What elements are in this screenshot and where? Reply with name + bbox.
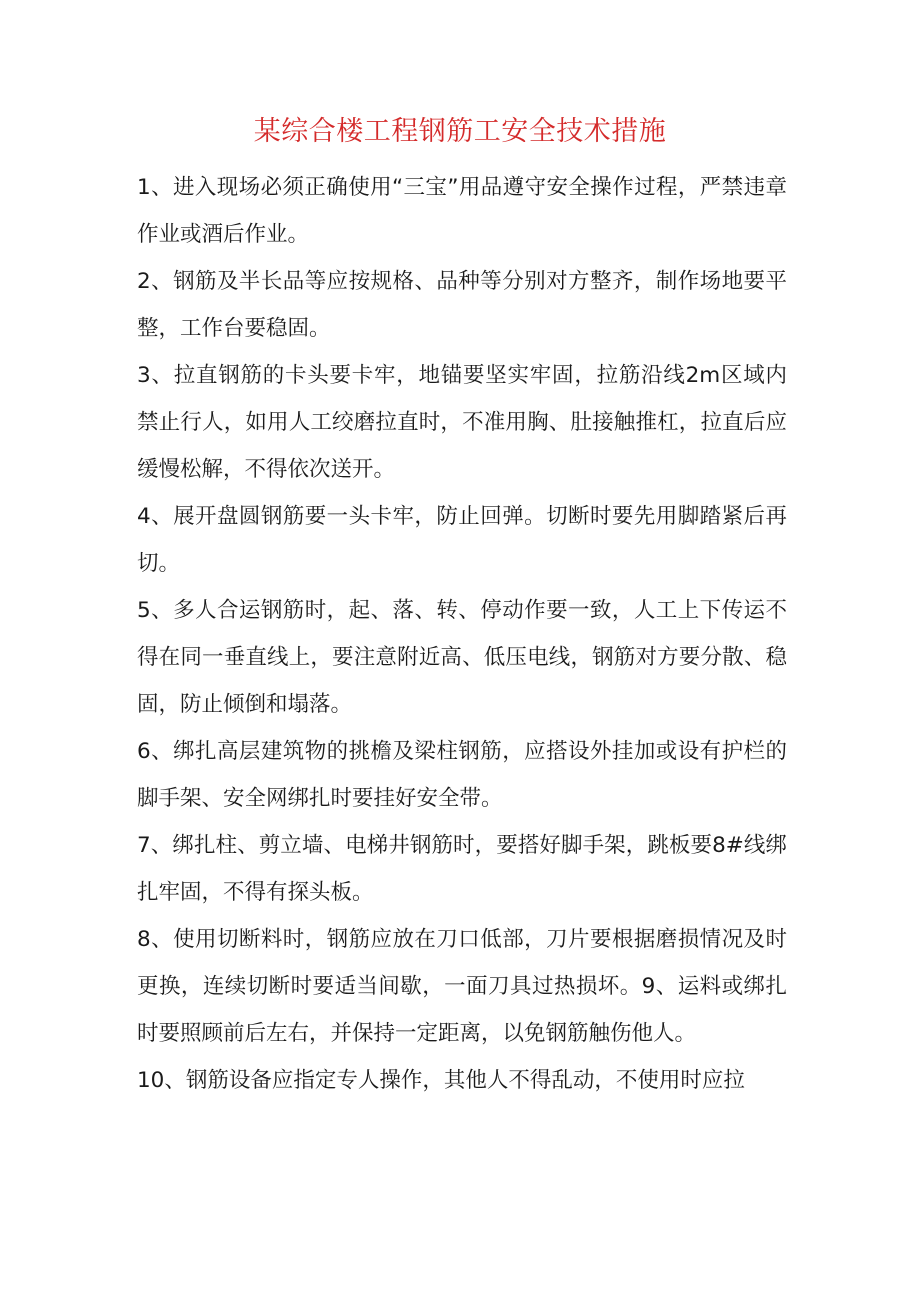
paragraph-4: 4、展开盘圆钢筋要一头卡牢，防止回弹。切断时要先用脚踏紧后再切。 (137, 504, 787, 576)
paragraph-3: 3、拉直钢筋的卡头要卡牢，地锚要坚实牢固，拉筋沿线2m区域内禁止行人，如用人工绞磨拉直时，不准用胸、肚接触推杠，拉直后应缓慢松解，不得依次送开。 (137, 363, 787, 482)
paragraph-1: 1、进入现场必须正确使用“三宝”用品遵守安全操作过程，严禁违章作业或酒后作业。 (137, 175, 787, 247)
paragraph-5: 5、多人合运钢筋时，起、落、转、停动作要一致，人工上下传运不得在同一垂直线上，要注意附近高、低压电线，钢筋对方要分散、稳固，防止倾倒和塌落。 (137, 598, 787, 717)
document-body (137, 164, 787, 1104)
paragraph-8: 8、使用切断料时，钢筋应放在刀口低部，刀片要根据磨损情况及时更换，连续切断时要适当间歇，一面刀具过热损坏。9、运料或绑扎时要照顾前后左右，并保持一定距离，以免钢筋触伤他人。 (137, 927, 787, 1046)
paragraph-2: 2、钢筋及半长品等应按规格、品种等分别对方整齐，制作场地要平整，工作台要稳固。 (137, 269, 787, 341)
paragraph-7: 7、绑扎柱、剪立墙、电梯井钢筋时，要搭好脚手架，跳板要8#线绑扎牢固，不得有探头板。 (137, 833, 787, 905)
paragraph-6: 6、绑扎高层建筑物的挑檐及梁柱钢筋，应搭设外挂加或设有护栏的脚手架、安全网绑扎时要挂好安全带。 (137, 739, 787, 811)
paragraph-10: 10、钢筋设备应指定专人操作，其他人不得乱动，不使用时应拉 (137, 1068, 745, 1093)
document-title: 某综合楼工程钢筋工安全技术措施 (253, 116, 667, 147)
